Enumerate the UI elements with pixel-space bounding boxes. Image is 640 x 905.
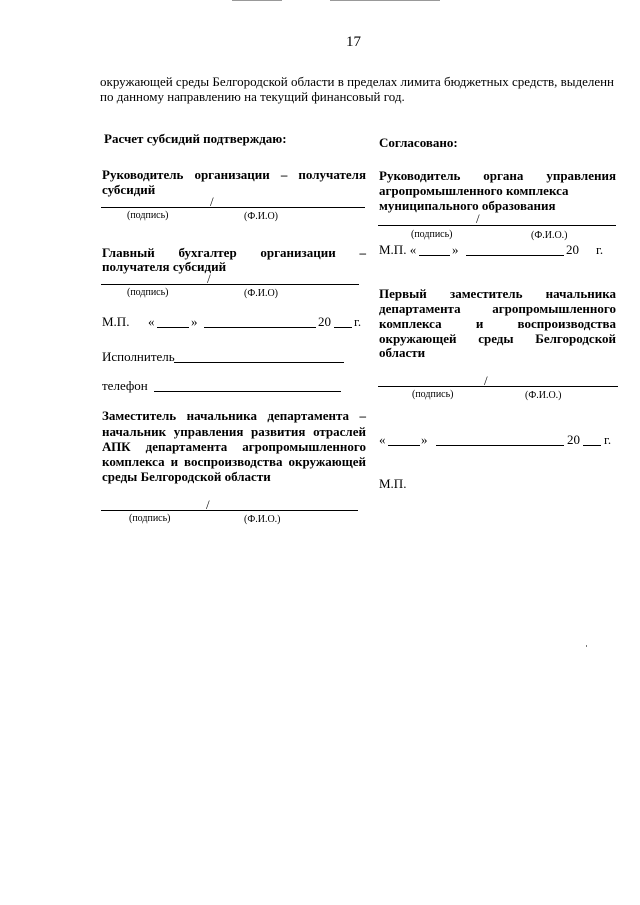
slash: / bbox=[207, 271, 211, 286]
fio-caption: (Ф.И.О) bbox=[244, 211, 279, 222]
year-prefix: 20 bbox=[318, 314, 331, 329]
word: – bbox=[359, 408, 366, 423]
deputy-title-line-1 bbox=[102, 408, 366, 424]
signature-caption: (подпись) bbox=[127, 210, 169, 221]
word: бухгалтер bbox=[178, 245, 237, 260]
date-close-quote: » bbox=[421, 432, 428, 447]
signature-caption: (подпись) bbox=[411, 229, 453, 240]
scan-dot bbox=[586, 645, 587, 647]
fio-caption: (Ф.И.О.) bbox=[244, 514, 281, 525]
left-heading: Расчет субсидий подтверждаю: bbox=[104, 131, 287, 146]
word: – bbox=[359, 245, 366, 260]
chief-accountant-title-line-2: получателя субсидий bbox=[102, 259, 227, 274]
word: организации bbox=[194, 167, 270, 182]
year-suffix: г. bbox=[604, 432, 612, 447]
word: Главный bbox=[102, 245, 155, 260]
signature-line bbox=[378, 225, 616, 226]
word: департамента bbox=[379, 301, 461, 316]
word: окружающей bbox=[379, 331, 457, 346]
word: управления bbox=[546, 168, 616, 183]
word: и bbox=[475, 316, 484, 331]
first-deputy-title-line-1 bbox=[379, 286, 616, 302]
signature-line bbox=[101, 207, 365, 208]
fio-caption: (Ф.И.О) bbox=[244, 288, 279, 299]
word: АПК bbox=[102, 439, 131, 454]
word: начальника bbox=[545, 286, 616, 301]
word: окружающей bbox=[288, 454, 366, 469]
phone-blank bbox=[154, 391, 341, 392]
page-number: 17 bbox=[346, 34, 361, 50]
head-org-title-line-2: субсидий bbox=[102, 182, 156, 197]
slash: / bbox=[206, 497, 210, 512]
day-blank bbox=[388, 445, 420, 446]
year-suffix: г. bbox=[596, 242, 604, 257]
word: органа bbox=[483, 168, 524, 183]
word: начальника bbox=[186, 408, 257, 423]
slash: / bbox=[484, 373, 488, 388]
word: Руководитель bbox=[102, 167, 184, 182]
signature-caption: (подпись) bbox=[412, 389, 454, 400]
first-deputy-title-line-2 bbox=[379, 301, 616, 317]
word: начальник bbox=[102, 424, 167, 439]
year-prefix: 20 bbox=[567, 432, 580, 447]
mp-date-label: М.П. « bbox=[379, 242, 417, 257]
signature-caption: (подпись) bbox=[129, 513, 171, 524]
first-deputy-title-line-3 bbox=[379, 316, 616, 332]
deputy-title-line-4 bbox=[102, 454, 366, 470]
word: агропромышленного bbox=[242, 439, 366, 454]
month-blank bbox=[466, 255, 564, 256]
word: Первый bbox=[379, 286, 427, 301]
right-heading: Согласовано: bbox=[379, 135, 458, 150]
word: отраслей bbox=[313, 424, 366, 439]
word: Белгородской bbox=[535, 331, 616, 346]
slash: / bbox=[210, 194, 214, 209]
word: комплекса bbox=[379, 316, 442, 331]
mp-label-right: М.П. bbox=[379, 476, 407, 491]
head-agro-title-line-2: агропромышленного комплекса bbox=[379, 183, 569, 198]
word: Заместитель bbox=[102, 408, 177, 423]
month-blank bbox=[436, 445, 564, 446]
day-blank bbox=[157, 327, 189, 328]
deputy-title-line-2 bbox=[102, 424, 366, 440]
word: развития bbox=[251, 424, 306, 439]
word: агропромышленного bbox=[492, 301, 616, 316]
date-open-quote: « bbox=[148, 314, 155, 329]
head-agro-title-line-3: муниципального образования bbox=[379, 198, 556, 213]
executor-label: Исполнитель bbox=[102, 349, 175, 364]
year-suffix: г. bbox=[354, 314, 362, 329]
signature-line bbox=[378, 386, 618, 387]
date-close-quote: » bbox=[191, 314, 198, 329]
year-prefix: 20 bbox=[566, 242, 579, 257]
word: Руководитель bbox=[379, 168, 461, 183]
word: департамента bbox=[267, 408, 350, 423]
word: получателя bbox=[298, 167, 366, 182]
day-blank bbox=[419, 255, 450, 256]
intro-line-2: по данному направлению на текущий финансовый год. bbox=[100, 89, 405, 104]
scan-artifact bbox=[330, 0, 440, 1]
deputy-title-line-3 bbox=[102, 439, 366, 455]
word: комплекса bbox=[102, 454, 165, 469]
date-close-quote: » bbox=[452, 242, 459, 257]
first-deputy-title-line-5: области bbox=[379, 345, 426, 360]
mp-label: М.П. bbox=[102, 314, 130, 329]
head-agro-title-line-1 bbox=[379, 168, 616, 184]
head-org-title-line-1 bbox=[102, 167, 366, 183]
word: управления bbox=[173, 424, 244, 439]
month-blank bbox=[204, 327, 316, 328]
word: воспроизводства bbox=[517, 316, 616, 331]
word: департамента bbox=[145, 439, 228, 454]
slash: / bbox=[476, 211, 480, 226]
year-blank bbox=[583, 445, 601, 446]
year-blank bbox=[334, 327, 352, 328]
word: и bbox=[170, 454, 179, 469]
fio-caption: (Ф.И.О.) bbox=[531, 230, 568, 241]
word: заместитель bbox=[449, 286, 523, 301]
intro-line-1: окружающей среды Белгородской области в пределах лимита бюджетных средств, выделенн bbox=[100, 74, 615, 89]
phone-label: телефон bbox=[102, 378, 148, 393]
signature-caption: (подпись) bbox=[127, 287, 169, 298]
deputy-title-line-5: среды Белгородской области bbox=[102, 469, 271, 484]
signature-line bbox=[101, 510, 358, 511]
word: – bbox=[280, 167, 288, 182]
word: среды bbox=[478, 331, 514, 346]
word: воспроизводства bbox=[184, 454, 283, 469]
date-open-quote: « bbox=[379, 432, 386, 447]
executor-blank bbox=[174, 362, 344, 363]
signature-line bbox=[101, 284, 359, 285]
scan-artifact bbox=[232, 0, 282, 1]
fio-caption: (Ф.И.О.) bbox=[525, 390, 562, 401]
word: организации bbox=[260, 245, 336, 260]
